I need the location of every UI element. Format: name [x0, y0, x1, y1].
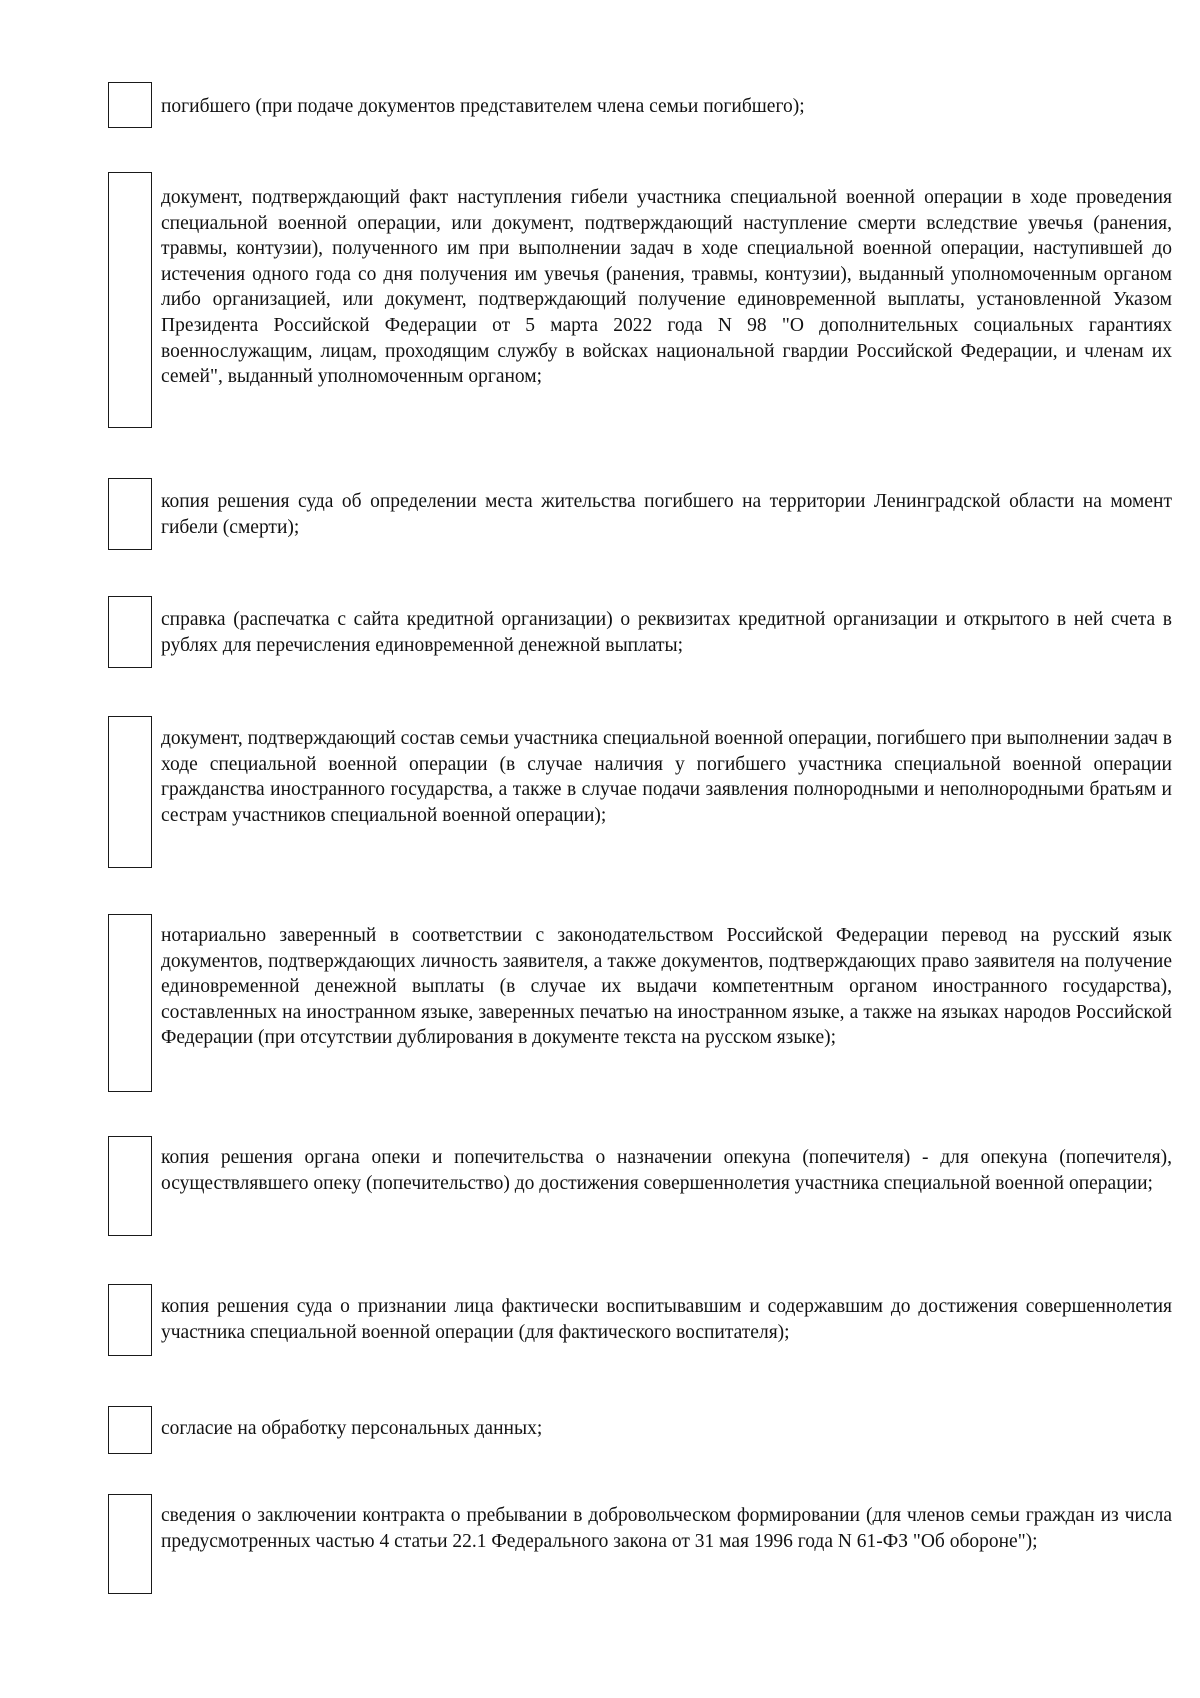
item-text: копия решения органа опеки и попечительства о назначении опекуна (попечителя) - для опекуна (попечителя), осуществлявшего опеку (попечительство) до достижения совершеннолетия участника специальной военной операции;: [161, 1147, 1172, 1194]
item-text: документ, подтверждающий состав семьи участника специальной военной операции, погибшего при выполнении задач в ходе специальной военной операции (в случае наличия у погибшего участника специальной военной операции гражданства иностранного государства, а также в случае подачи заявления полнородными и неполнородными братьям и сестрам участников специальной военной операции);: [161, 728, 1172, 826]
item-text: копия решения суда об определении места жительства погибшего на территории Ленинградской области на момент гибели (смерти);: [161, 491, 1172, 538]
checkbox[interactable]: [108, 1136, 152, 1236]
item-text: копия решения суда о признании лица фактически воспитывавшим и содержавшим до достижения совершеннолетия участника специальной военной операции (для фактического воспитателя);: [161, 1296, 1172, 1343]
checkbox[interactable]: [108, 716, 152, 868]
item-text: согласие на обработку персональных данных;: [161, 1418, 543, 1439]
checkbox[interactable]: [108, 1494, 152, 1594]
checkbox[interactable]: [108, 914, 152, 1092]
item-text: сведения о заключении контракта о пребывании в добровольческом формировании (для членов семьи граждан из числа предусмотренных частью 4 статьи 22.1 Федерального закона от 31 мая 1996 года N 61-ФЗ "Об обороне");: [161, 1505, 1172, 1552]
checkbox[interactable]: [108, 82, 152, 128]
checkbox[interactable]: [108, 478, 152, 550]
checkbox[interactable]: [108, 172, 152, 428]
checkbox[interactable]: [108, 1406, 152, 1454]
checkbox[interactable]: [108, 1284, 152, 1356]
item-text: справка (распечатка с сайта кредитной организации) о реквизитах кредитной организации и открытого в ней счета в рублях для перечисления единовременной денежной выплаты;: [161, 609, 1172, 656]
item-text: документ, подтверждающий факт наступления гибели участника специальной военной операции в ходе проведения специальной военной операции, или документ, подтверждающий наступление смерти вследствие увечья (ранения, травмы, контузии), полученного им при выполнении задач в ходе специальной военной операции, наступившей до истечения одного года со дня получения им увечья (ранения, травмы, контузии), выданный уполномоченным органом либо организацией, или документ, подтверждающий получение единовременной выплаты, установленной Указом Президента Российской Федерации от 5 марта 2022 года N 98 "О дополнительных социальных гарантиях военнослужащим, лицам, проходящим службу в войсках национальной гвардии Российской Федерации, и членам их семей", выданный уполномоченным органом;: [161, 187, 1172, 388]
item-text: погибшего (при подаче документов представителем члена семьи погибшего);: [161, 96, 805, 117]
item-text: нотариально заверенный в соответствии с законодательством Российской Федерации перевод на русский язык документов, подтверждающих личность заявителя, а также документов, подтверждающих право заявителя на получение единовременной денежной выплаты (в случае их выдачи компетентным органом иностранного государства), составленных на иностранном языке, заверенных печатью на иностранном языке, а также на языках народов Российской Федерации (при отсутствии дублирования в документе текста на русском языке);: [161, 925, 1172, 1049]
checkbox[interactable]: [108, 596, 152, 668]
